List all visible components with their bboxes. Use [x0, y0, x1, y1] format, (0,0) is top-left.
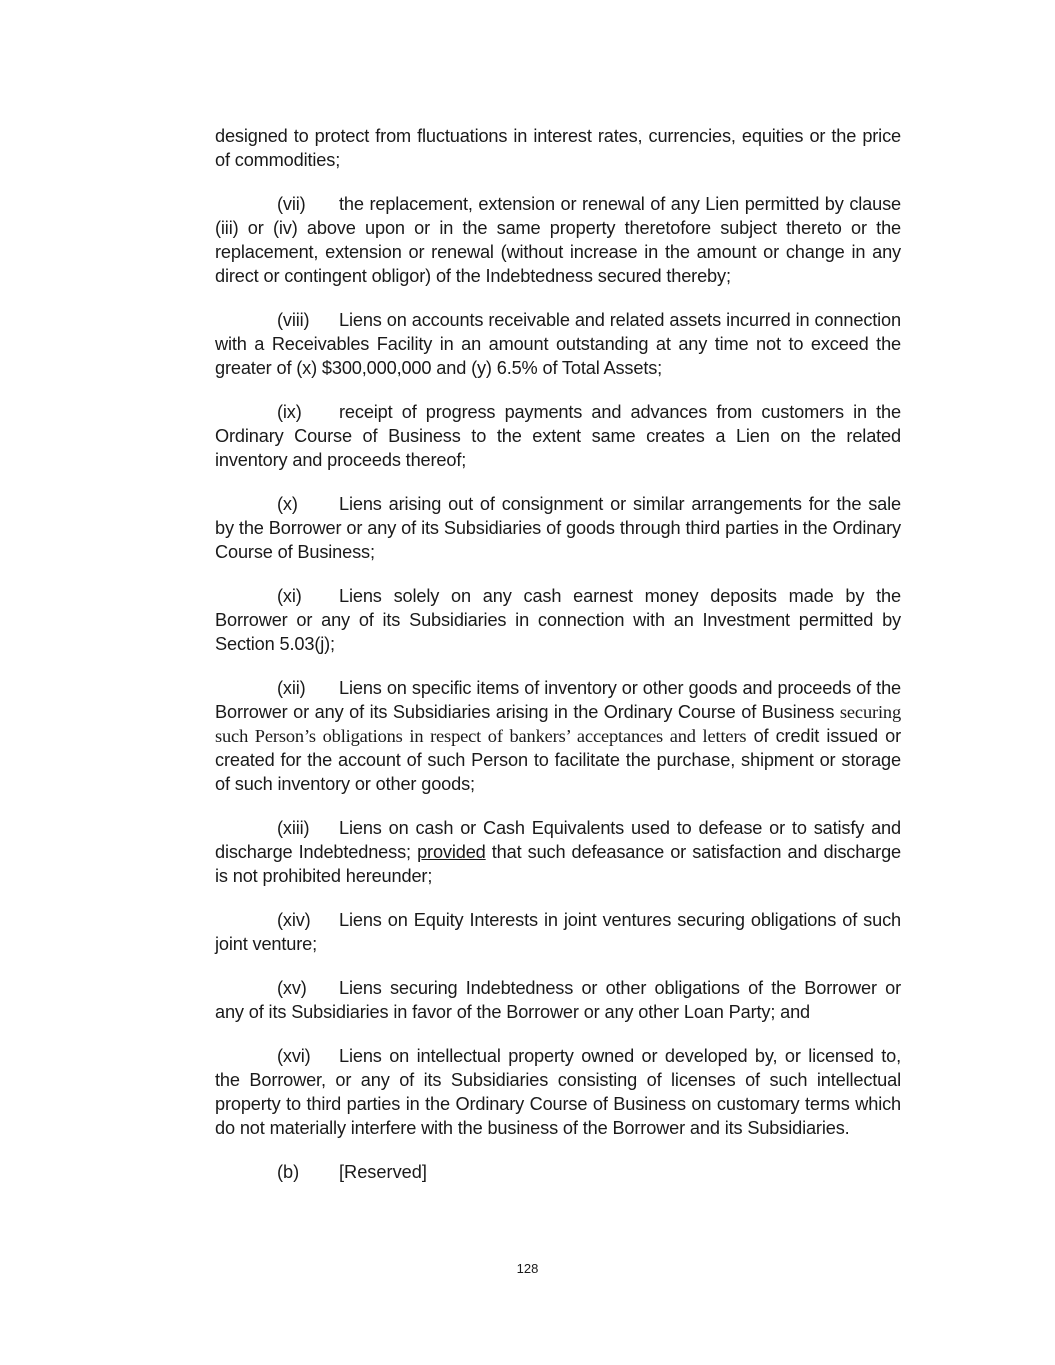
- intro-paragraph: designed to protect from fluctuations in interest rates, currencies, equities or the price of commodities;: [215, 126, 901, 170]
- clause-vii: [215, 192, 901, 288]
- subsection-number: (b): [277, 1162, 300, 1182]
- clause-xi: [215, 584, 901, 656]
- clause-text-c: of credit issued or created for the account of such Person to facilitate the purchase, shipment or storage of such inventory or other goods;: [215, 726, 902, 794]
- provided-underlined: provided: [417, 842, 486, 862]
- clause-number: (xvi): [277, 1046, 311, 1066]
- clause-number: (ix): [277, 402, 302, 422]
- clause-number: (viii): [277, 310, 310, 330]
- clause-text: the replacement, extension or renewal of any Lien permitted by clause (iii) or (iv) above upon or in the same property theretofore subject thereto or the replacement, extension or renewal (without increase in the amount or change in any direct or contingent obligor) of the Indebtedness secured thereby;: [215, 194, 901, 286]
- clause-number: (xiii): [277, 818, 310, 838]
- subsection-text: [Reserved]: [339, 1162, 427, 1182]
- clause-text-after: that such defeasance or satisfaction and discharge is not prohibited hereunder;: [215, 842, 902, 886]
- clause-xii: [215, 676, 901, 796]
- clause-xv: [215, 976, 901, 1024]
- document-page: [215, 124, 901, 1184]
- clause-text: Liens on accounts receivable and related assets incurred in connection with a Receivables Facility in an amount outstanding at any time not to exceed the greater of (x) $300,000,000 and (y) 6.5% of Total Assets;: [215, 310, 901, 378]
- clause-number: (xi): [277, 586, 302, 606]
- clause-text-b: securing such Person’s obligations in respect of bankers’ acceptances and letters: [215, 702, 902, 746]
- clause-number: (x): [277, 494, 298, 514]
- subsection-b: [215, 1160, 901, 1184]
- clause-xiii: [215, 816, 901, 888]
- clause-number: (vii): [277, 194, 306, 214]
- clause-text-a: Liens on specific items of inventory or other goods and proceeds of the Borrower or any of its Subsidiaries arising in the Ordinary Course of Business: [215, 678, 901, 722]
- page-number: 128: [516, 1261, 539, 1276]
- clause-xiv: [215, 908, 901, 956]
- clause-text: Liens solely on any cash earnest money deposits made by the Borrower or any of its Subsidiaries in connection with an Investment permitted by Section 5.03(j);: [215, 586, 901, 654]
- clause-number: (xv): [277, 978, 307, 998]
- clause-viii: [215, 308, 901, 380]
- clause-number: (xiv): [277, 910, 311, 930]
- clause-text: Liens securing Indebtedness or other obligations of the Borrower or any of its Subsidiaries in favor of the Borrower or any other Loan Party; and: [215, 978, 901, 1022]
- clause-text: Liens on intellectual property owned or developed by, or licensed to, the Borrower, or any of its Subsidiaries consisting of licenses of such intellectual property to third parties in the Ordinary Course of Business on customary terms which do not materially interfere with the business of the Borrower and its Subsidiaries.: [215, 1046, 901, 1138]
- clause-text-before: Liens on cash or Cash Equivalents used to defease or to satisfy and discharge Indebtedness;: [215, 818, 901, 862]
- clause-text: Liens arising out of consignment or similar arrangements for the sale by the Borrower or any of its Subsidiaries of goods through third parties in the Ordinary Course of Business;: [215, 494, 901, 562]
- clause-text: receipt of progress payments and advances from customers in the Ordinary Course of Business to the extent same creates a Lien on the related inventory and proceeds thereof;: [215, 402, 901, 470]
- clause-xvi: [215, 1044, 901, 1140]
- clause-ix: [215, 400, 901, 472]
- clause-text: Liens on Equity Interests in joint ventures securing obligations of such joint venture;: [215, 910, 901, 954]
- clause-number: (xii): [277, 678, 306, 698]
- clause-x: [215, 492, 901, 564]
